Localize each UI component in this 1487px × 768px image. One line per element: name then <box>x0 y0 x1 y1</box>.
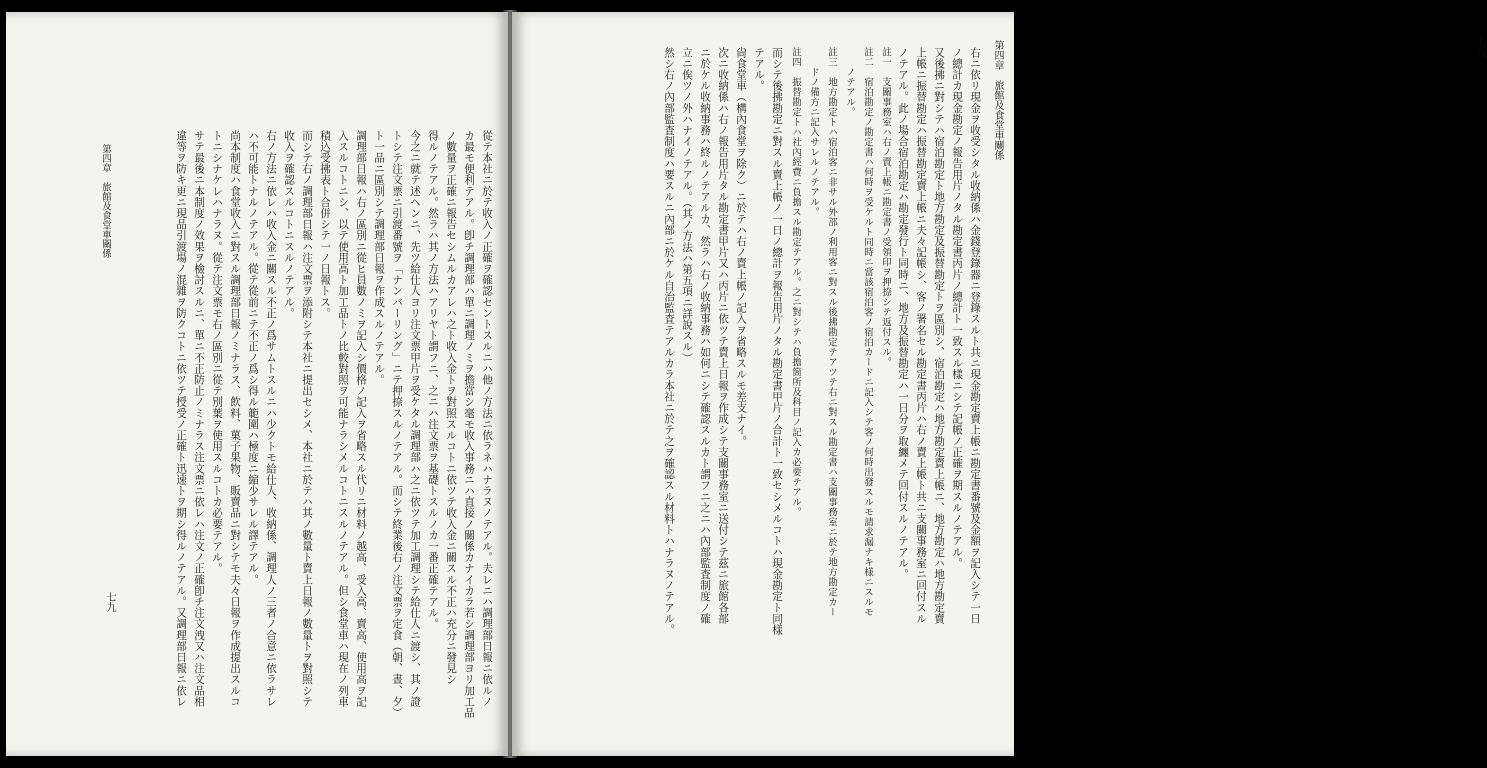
text-line: トシテ注文票ニ引渡番號ヲ「ナンバーリング」ニテ押捺スルノテアル。而シテ終業後右ノ注文票ヲ定食（朝、晝、夕） <box>391 130 403 719</box>
note-line: ドノ備方ニ記入サレルノテアル。 <box>808 47 819 217</box>
note-line: 註二 宿泊勘定ノ勘定書ハ何時ヲ受ケルト同時ニ當該宿泊客ノ宿泊カードニ記入シテ客ノ何時出發スルモ請求漏ナキ様ニスルモ <box>862 47 873 617</box>
text-line: 右ノ方法ニ依レハ收入金ニ關スル不正ノ爲サムトスルニハ少クトモ給仕人、收納係、調理人ノ三者ノ合意ニ依ラサレ <box>265 130 277 708</box>
text-line: 而シテ右ノ調理部日報ハ注文票ヲ添附シテ本社ニ提出セシメ、本社ニ於テハ其ノ數量ト賣上日報ノ數量トヲ對照シテ <box>301 130 313 708</box>
text-line: 得ルノテアル。然ラハ其ノ方法ハアリヤト謂フニ、之ニハ注文票ヲ基礎トスルノカ一番正確テアル。 <box>427 130 439 630</box>
text-line: テアル。 <box>753 47 765 92</box>
text-line: カ最モ便利テアル。卽チ調理部ハ單ニ調理ノミヲ擔當シ毫モ收入事務ニハ直接ノ關係カナイカラ若シ調理部ヨリ加工品 <box>463 130 475 719</box>
right-page <box>512 12 1485 756</box>
text-line: 尙食堂車（構內食堂ヲ除ク）ニ於テハ右ノ賣上帳ノ記入ヲ省略スルモ差支ナイ。 <box>735 47 747 447</box>
text-line: 從テ本社ニ於テ收入ノ正確ヲ確認セントスルニハ他ノ方法ニ依ラネハナラヌノテアル。夫レニハ調理部日報ニ依ルノ <box>481 130 493 708</box>
text-line: ハ不可能トナルノテアル。從テ從前ニテ不正ノ爲シ得ル範圍ハ極度ニ縮少サレル譯テアル。 <box>247 130 259 586</box>
text-line: 收入ヲ確認スルコトニスルノテアル。 <box>283 130 295 319</box>
text-line: 積込受拂表ト合併シテ一ノ日報トス。 <box>319 130 331 319</box>
note-line: 註四 振替勘定トハ社內經費ニ負擔スル勘定テアル。之ニ對シテハ負擔箇所及科目ノ記入カ必要テアル。 <box>790 47 801 517</box>
right-running-head: 第四章 旅館及食堂車關係 <box>992 40 1003 160</box>
note-line: 註三 地方勘定トハ宿泊客ニ非サル外部ノ利用客ニ對スル後拂勘定テアツテ右ニ對スル勘定書ハ支關事務室ニ於テ地方勘定カー <box>826 47 837 617</box>
left-running-head: 第四章 旅館及食堂車關係 <box>100 144 111 258</box>
note-line: ノテアル。 <box>844 47 855 117</box>
text-line: ノ數量ヲ正確ニ報告セシムルカアレハ之ト收入金トヲ對照スルコトニ依ツテ收入金ニ關スル不正ハ充分ニ發見シ <box>445 130 457 685</box>
right-page-text <box>584 47 984 687</box>
text-line: 然シ右ノ內部監査制度ハ要スルニ內部ニ於ケル自治監査テアルカラ本社ニ於テ之ヲ確認スル材料トハナラヌノテアル。 <box>663 47 675 636</box>
note-line: 註一 支關事務室ハ右ノ賣上帳ニ勘定書ノ受領印ヲ押捺シテ返付スル。 <box>880 47 891 367</box>
text-line: サテ最後ニ本制度ノ效果ヲ檢討スルニ、單ニ不正防止ノミナラス注文票ニ依レハ注文ノ正確卽チ注文洩又ハ注文品相 <box>193 130 205 708</box>
left-page-text <box>76 130 496 719</box>
text-line: 入スルコトニシ、以テ使用高ト加工品トノ比較對照ヲ可能ナラシメルコトニスルノテアル。但シ食堂車ハ現在ノ列車 <box>337 130 349 708</box>
text-line: 調理部日報ハ右ノ區別ニ從ヒ員數ノミヲ記入シ價格ノ記入ヲ省略スル代リニ材料ノ越高、受入高、賣高、使用高ヲ記 <box>355 130 367 708</box>
text-line: 又後拂ニ對シテハ宿泊勘定ト地方勘定及振替勘定トヲ區別シ、宿泊勘定ハ地方勘定賣上帳ニ、地方勘定ハ地方勘定賣 <box>933 47 945 625</box>
text-line: 違等ヲ防キ更ニ現品引渡場ノ混雜ヲ防クコトニ依ツテ授受ノ正確ト迅速トヲ期シ得ルノテアル。又調理部日報ニ依レ <box>175 130 187 708</box>
right-folio: 七八 <box>1474 38 1485 58</box>
text-line: 今之ニ就テ述ヘンニ、先ツ給仕人ヨリ注文票甲片ヲ受ケタル調理部ハ之ニ依ツテ加工調理シテ給仕人ニ渡シ、其ノ證 <box>409 130 421 708</box>
text-line: 而シテ後拂勘定ニ對スル賣上帳ノ一日ノ總計ヲ報告用片ノタル勘定書甲片ノ合計ト一致セシメルコトハ現金勘定ト同樣 <box>771 47 783 636</box>
left-page <box>6 12 508 756</box>
text-line: 右ニ依リ現金ヲ收受シタル收納係ハ金錢登錄器ニ登錄スルト共ニ現金勘定賣上帳ニ勘定書番號及金額ヲ記入シテ一日 <box>969 47 981 625</box>
text-line: 次ニ收納係ハ右ノ報告用片タル勘定書甲片又ハ丙片ニ依ツテ賣上日報ヲ作成シテ支關事務室ニ送付シテ茲ニ旅館各部 <box>717 47 729 625</box>
text-line: トニシナケレハナラヌ。從テ注文票モ右ノ區別ニ從テ別葉ヲ使用スルコトカ必要テアル。 <box>211 130 223 574</box>
text-line: ト一品ニ區別シテ調理部日報ヲ作成スルノテアル。 <box>373 130 385 386</box>
text-line: 上帳ニ振替勘定ハ振替勘定賣上帳ニ夫々記帳シ、客ノ署名セル勘定書丙片ハ右ノ賣上帳ト共ニ支關事務室ニ回付スル <box>915 47 927 625</box>
text-line: ノ總計カ現金勘定ノ報告用片ノタル勘定書丙片ノ總計ト一致スル樣ニシテ記帳ノ正確ヲ期スルノテアル。 <box>951 47 963 569</box>
text-line: ノテアル。此ノ場合宿泊勘定ハ勘定發行ト同時ニ、地方及振替勘定ハ一日分ヲ取纏メテ回付スルノテアル。 <box>897 47 909 580</box>
text-line: 立ニ俟ツノ外ハナイノテアル。（其ノ方法ハ第五項ニ詳說スル） <box>681 47 693 364</box>
text-line: 尚本制度ハ食堂收入ニ對スル調理部日報ノミナラス、飲料、菓子果物、販賣品ニ對シテモ夫々日報ヲ作成提出スルコ <box>229 130 241 708</box>
text-line: ニ於ケル收納事務ハ終ルノテアルカ、然ラハ右ノ收納事務ハ如何ニシテ確認スルカト謂フニ之ニハ內部監査制度ノ確 <box>699 47 711 625</box>
left-folio: 七九 <box>104 592 115 612</box>
